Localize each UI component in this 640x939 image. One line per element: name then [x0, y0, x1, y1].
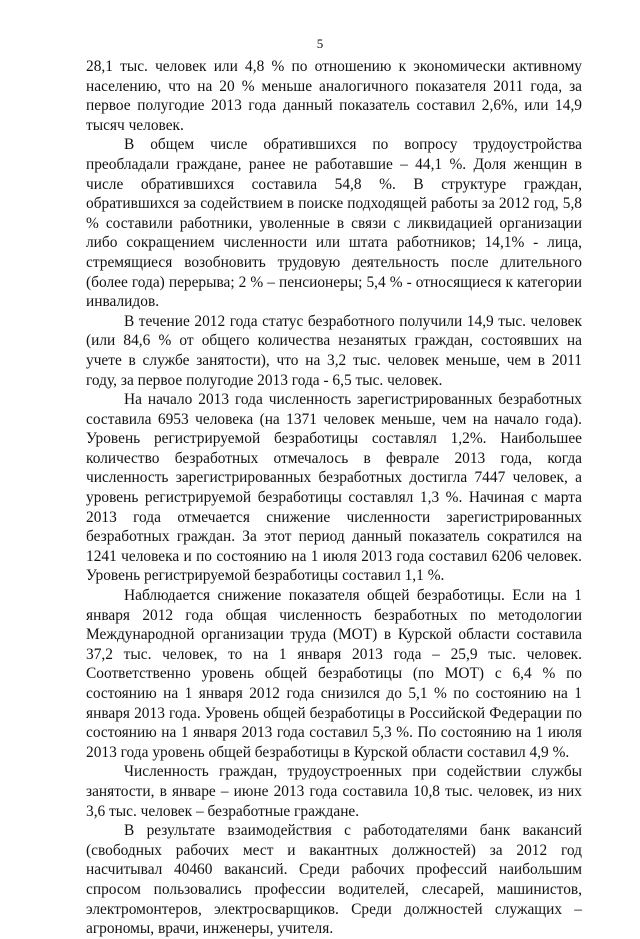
paragraph-5: Наблюдается снижение показателя общей безработицы. Если на 1 января 2012 года общая численность безработных по методологии Международной организации труда (МОТ) в Курской области составила 37,2 тыс. человек, то на 1 января 2013 года – 25,9 тыс. человек. Соответственно уровень общей безработицы (по МОТ) с 6,4 % по состоянию на 1 января 2012 года снизился до 5,1 % по состоянию на 1 января 2013 года. Уровень общей безработицы в Российской Федерации по состоянию на 1 января 2013 года составил 5,3 %. По состоянию на 1 июля 2013 года уровень общей безработицы в Курской области составил 4,9 %. [86, 587, 582, 761]
paragraph-6: Численность граждан, трудоустроенных при содействии службы занятости, в январе – июне 2013 года составила 10,8 тыс. человек, из них 3,6 тыс. человек – безработные граждане. [86, 763, 582, 820]
paragraph-3: В течение 2012 года статус безработного получили 14,9 тыс. человек (или 84,6 % от общего количества незанятых граждан, состоявших на учете в службе занятости), что на 3,2 тыс. человек меньше, чем в 2011 году, за первое полугодие 2013 года - 6,5 тыс. человек. [86, 312, 582, 389]
paragraph-1: 28,1 тыс. человек или 4,8 % по отношению к экономически активному населению, что на 20 % меньше аналогичного показателя 2011 года, за первое полугодие 2013 года данный показатель составил 2,6%, или 14,9 тысяч человек. [86, 58, 582, 134]
paragraph-2: В общем числе обратившихся по вопросу трудоустройства преобладали граждане, ранее не работавшие – 44,1 %. Доля женщин в числе обратившихся составила 54,8 %. В структуре граждан, обратившихся за содействием в поиске подходящей работы за 2012 год, 5,8 % составили работники, уволенные в связи с ликвидацией организации либо сокращением численности или штата работников; 14,1% - лица, стремящиеся возобновить трудовую деятельность после длительного (более года) перерыва; 2 % – пенсионеры; 5,4 % - относящиеся к категории инвалидов. [86, 136, 582, 311]
document-body [86, 57, 582, 939]
paragraph-7: В результате взаимодействия с работодателями банк вакансий (свободных рабочих мест и вакантных должностей) за 2012 год насчитывал 40460 вакансий. Среди рабочих профессий наибольшим спросом пользовались профессии водителей, слесарей, машинистов, электромонтеров, электросварщиков. Среди должностей служащих – агрономы, врачи, инженеры, учителя. [86, 822, 582, 938]
paragraph-4: На начало 2013 года численность зарегистрированных безработных составила 6953 человека (на 1371 человек меньше, чем на начало года). Уровень регистрируемой безработицы составлял 1,2%. Наибольшее количество безработных отмечалось в феврале 2013 года, когда численность зарегистрированных безработных достигла 7447 человек, а уровень регистрируемой безработицы составлял 1,3 %. Начиная с марта 2013 года отмечается снижение численности зарегистрированных безработных граждан. За этот период данный показатель сократился на 1241 человека и по состоянию на 1 июля 2013 года составил 6206 человек. Уровень регистрируемой безработицы составил 1,1 %. [86, 391, 582, 585]
page-number: 5 [316, 36, 324, 51]
